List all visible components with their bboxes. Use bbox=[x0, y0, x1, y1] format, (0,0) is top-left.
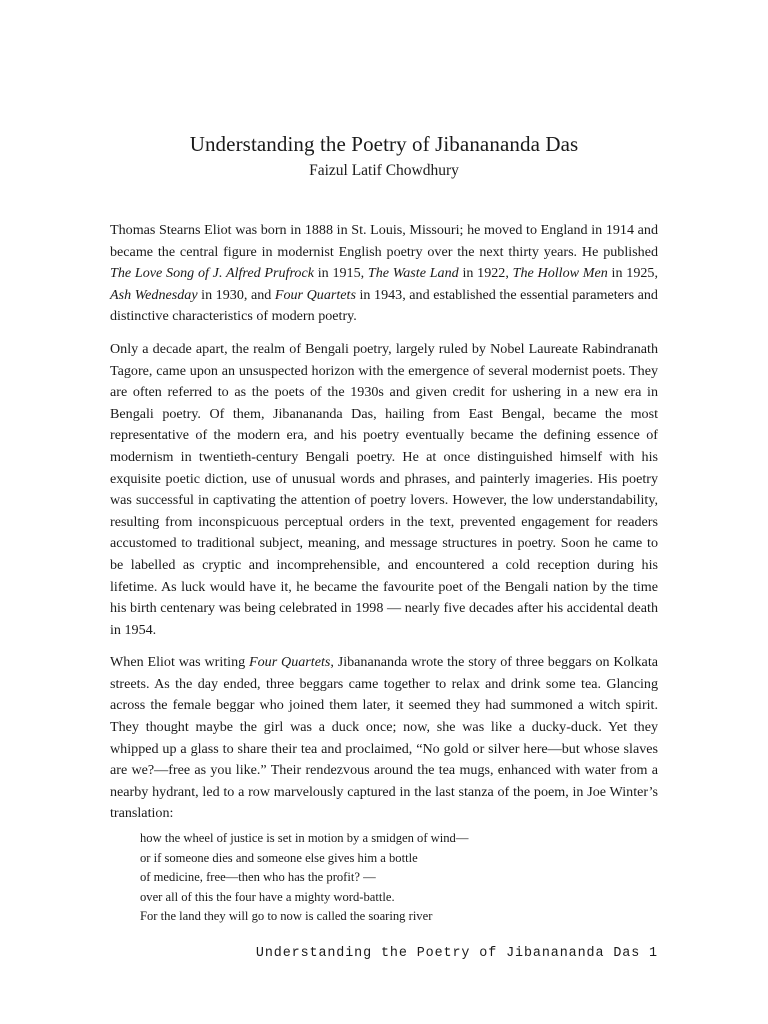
text-span: in 1930, and bbox=[197, 286, 275, 303]
verse-line: For the land they will go to now is called the soaring river bbox=[140, 909, 433, 924]
text-span: in 1925, bbox=[607, 265, 658, 282]
text-span: in 1922, bbox=[458, 265, 513, 282]
text-span: , Jibanananda wrote the story of three beggars on Kolkata streets. As the day ended, three beggars came together to relax and drink some tea. Glancing across the female beggar who joined them later, it seemed they had summoned a witch spirit. They thought maybe the girl was a duck once; now, she was like a ducky-duck. Yet they whipped up a glass to share their tea and proclaimed, “No gold or silver here—but whose slaves are we?—free as you like.” Their rendezvous around the tea mugs, enhanced with water from a nearby hydrant, led to a row marvelously captured in the last stanza of the poem, in Joe Winter’s translation: bbox=[110, 654, 658, 822]
verse-block bbox=[140, 829, 658, 927]
page-title: Understanding the Poetry of Jibanananda Das bbox=[189, 132, 579, 156]
text-span: Thomas Stearns Eliot was born in 1888 in St. Louis, Missouri; he moved to England in 1914 and became the central figure in modernist English poetry over the next thirty years. He published bbox=[110, 222, 658, 260]
verse-line: or if someone dies and someone else gives him a bottle bbox=[140, 850, 418, 865]
work-title: The Love Song of J. Alfred Prufrock bbox=[110, 265, 314, 282]
work-title: The Hollow Men bbox=[512, 265, 608, 282]
work-title: Four Quartets bbox=[249, 654, 331, 671]
paragraph-2: Only a decade apart, the realm of Bengali poetry, largely ruled by Nobel Laureate Rabindranath Tagore, came upon an unsuspected horizon with the emergence of several modernist poets. They are often referred to as the poets of the 1930s and given credit for ushering in a new era in Bengali poetry. Of them, Jibanananda Das, hailing from East Bengal, became the most representative of the modern era, and his poetry eventually became the defining essence of modernism in twentieth-century Bengali poetry. He at once distinguished himself with his exquisite poetic diction, use of unusual words and phrases, and painterly imageries. His poetry was successful in captivating the attention of poetry lovers. However, the low understandability, resulting from inconspicuous perceptual orders in the text, prevented engagement for readers accustomed to traditional subject, meaning, and message structures in poetry. Soon he came to be labelled as cryptic and incomprehensible, and encountered a cold reception during his lifetime. As luck would have it, he became the favourite poet of the Bengali nation by the time his birth centenary was being celebrated in 1998 — nearly five decades after his accidental death in 1954. bbox=[110, 340, 658, 638]
paragraph-3 bbox=[110, 652, 658, 825]
text-span: in 1915, bbox=[314, 265, 368, 282]
verse-line: over all of this the four have a mighty word-battle. bbox=[140, 889, 395, 904]
paragraph-1 bbox=[110, 220, 658, 328]
work-title: Four Quartets bbox=[274, 286, 356, 303]
text-span: in 1943, and established the essential parameters and distinctive characteristics of modern poetry. bbox=[110, 286, 658, 325]
author-name: Faizul Latif Chowdhury bbox=[309, 162, 459, 179]
article-body bbox=[110, 220, 658, 927]
work-title: The Waste Land bbox=[367, 265, 459, 282]
verse-line: of medicine, free—then who has the profit? — bbox=[140, 870, 376, 885]
text-span: When Eliot was writing bbox=[110, 654, 250, 671]
page-footer: Understanding the Poetry of Jibanananda Das 1 bbox=[255, 946, 658, 961]
verse-line: how the wheel of justice is set in motion by a smidgen of wind— bbox=[140, 831, 469, 846]
work-title: Ash Wednesday bbox=[110, 286, 198, 303]
